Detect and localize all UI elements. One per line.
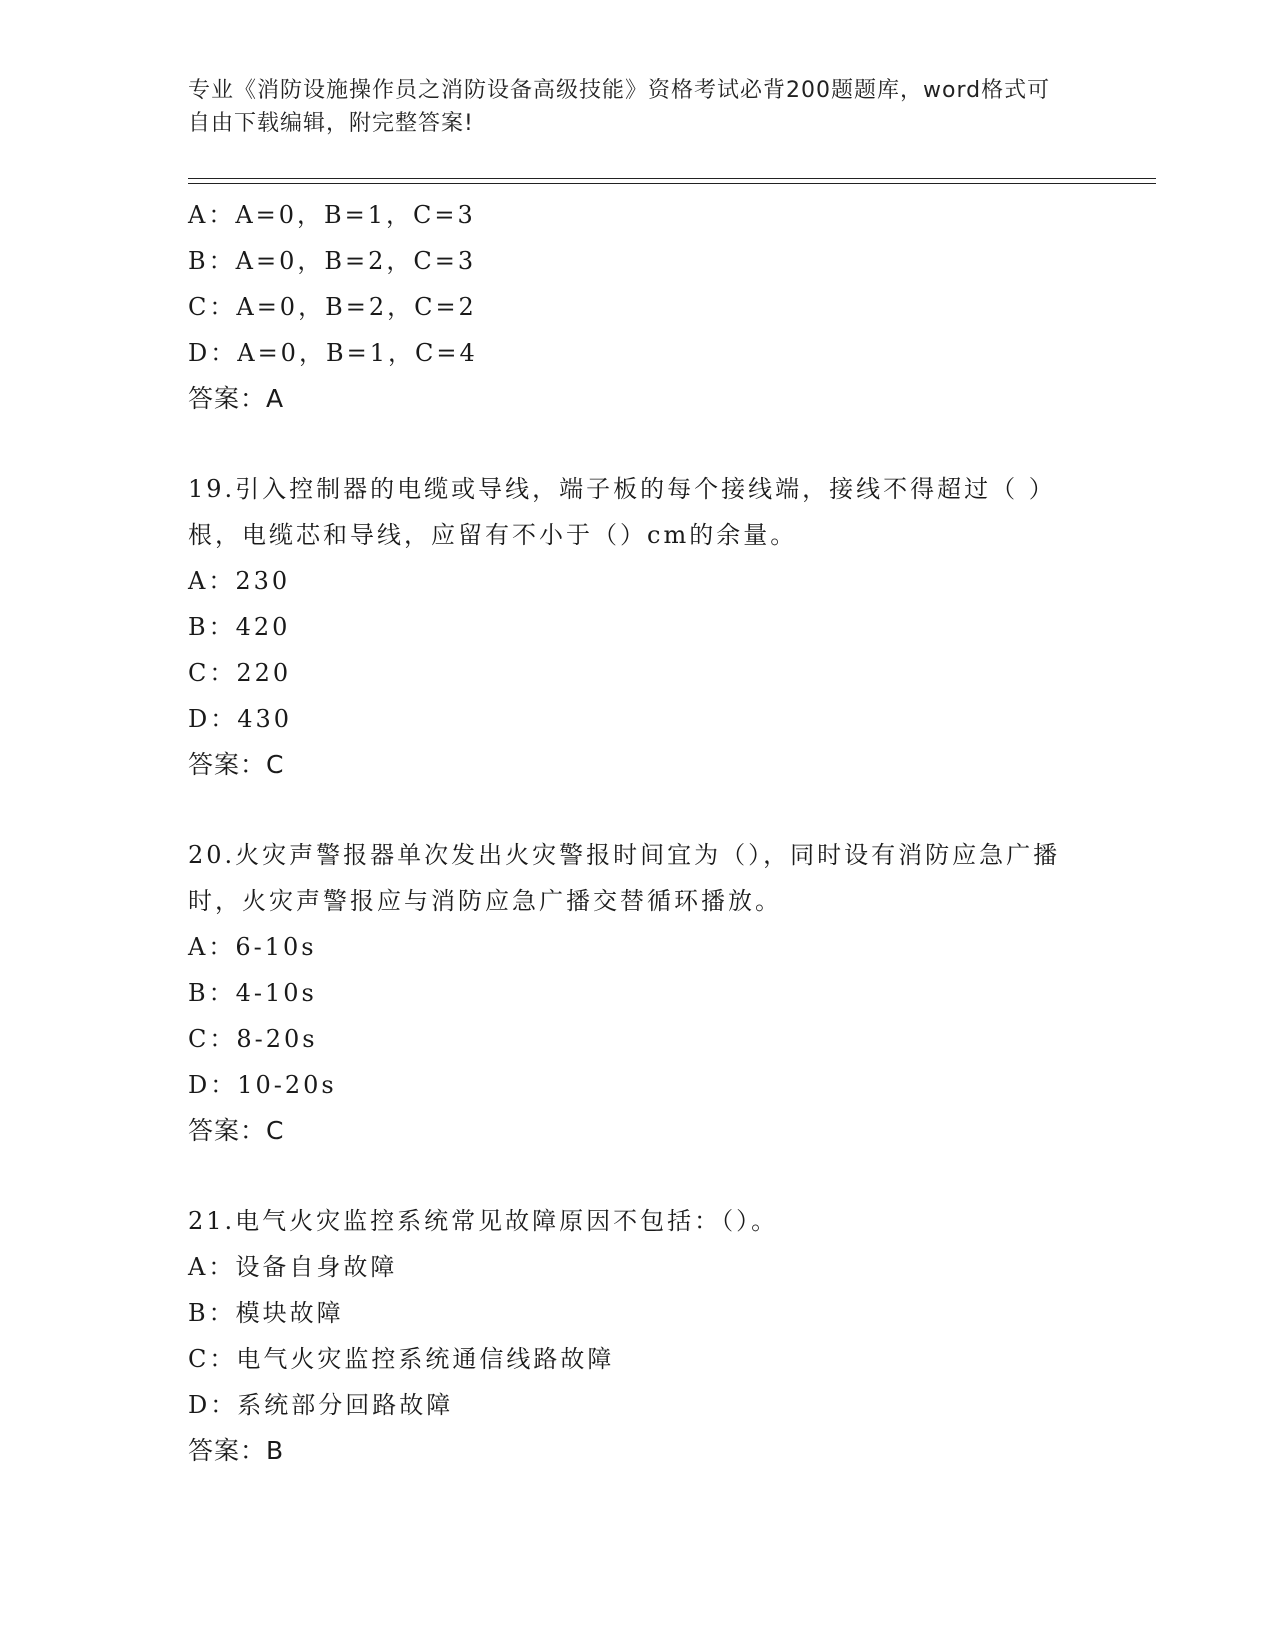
option-a: A：设备自身故障 (188, 1253, 398, 1281)
option-d: D：430 (188, 705, 293, 733)
question-stem: 21.电气火灾监控系统常见故障原因不包括：（）。 (188, 1207, 779, 1235)
question-stem: 19.引入控制器的电缆或导线，端子板的每个接线端，接线不得超过（ ）根，电缆芯和导线，应留有不小于（）cm的余量。 (188, 475, 1056, 549)
option-a: A：A=0，B=1，C=3 (188, 201, 476, 229)
answer-label: 答案：C (188, 1116, 285, 1145)
question-block-18 (188, 192, 1088, 422)
option-b: B：4-10s (188, 979, 317, 1007)
header-divider-top (188, 178, 1156, 179)
answer-label: 答案：B (188, 1436, 285, 1465)
question-block-19 (188, 466, 1088, 788)
header-divider-bottom (188, 183, 1156, 184)
question-list (188, 192, 1088, 1474)
option-d: D：A=0，B=1，C=4 (188, 339, 478, 367)
answer-label: 答案：C (188, 750, 285, 779)
question-block-21 (188, 1198, 1088, 1474)
option-c: C：电气火灾监控系统通信线路故障 (188, 1345, 615, 1373)
option-d: D：系统部分回路故障 (188, 1391, 454, 1419)
option-c: C：8-20s (188, 1025, 318, 1053)
option-b: B：模块故障 (188, 1299, 344, 1327)
option-a: A：6-10s (188, 933, 317, 961)
question-block-20 (188, 832, 1088, 1154)
option-b: B：420 (188, 613, 291, 641)
option-b: B：A=0，B=2，C=3 (188, 247, 477, 275)
option-c: C：220 (188, 659, 292, 687)
option-c: C：A=0，B=2，C=2 (188, 293, 477, 321)
option-d: D：10-20s (188, 1071, 337, 1099)
question-stem: 20.火灾声警报器单次发出火灾警报时间宜为（），同时设有消防应急广播时，火灾声警报应与消防应急广播交替循环播放。 (188, 841, 1061, 915)
option-a: A：230 (188, 567, 291, 595)
answer-label: 答案：A (188, 384, 285, 413)
document-header: 专业《消防设施操作员之消防设备高级技能》资格考试必背200题题库，word格式可自由下载编辑，附完整答案! (188, 78, 1051, 136)
